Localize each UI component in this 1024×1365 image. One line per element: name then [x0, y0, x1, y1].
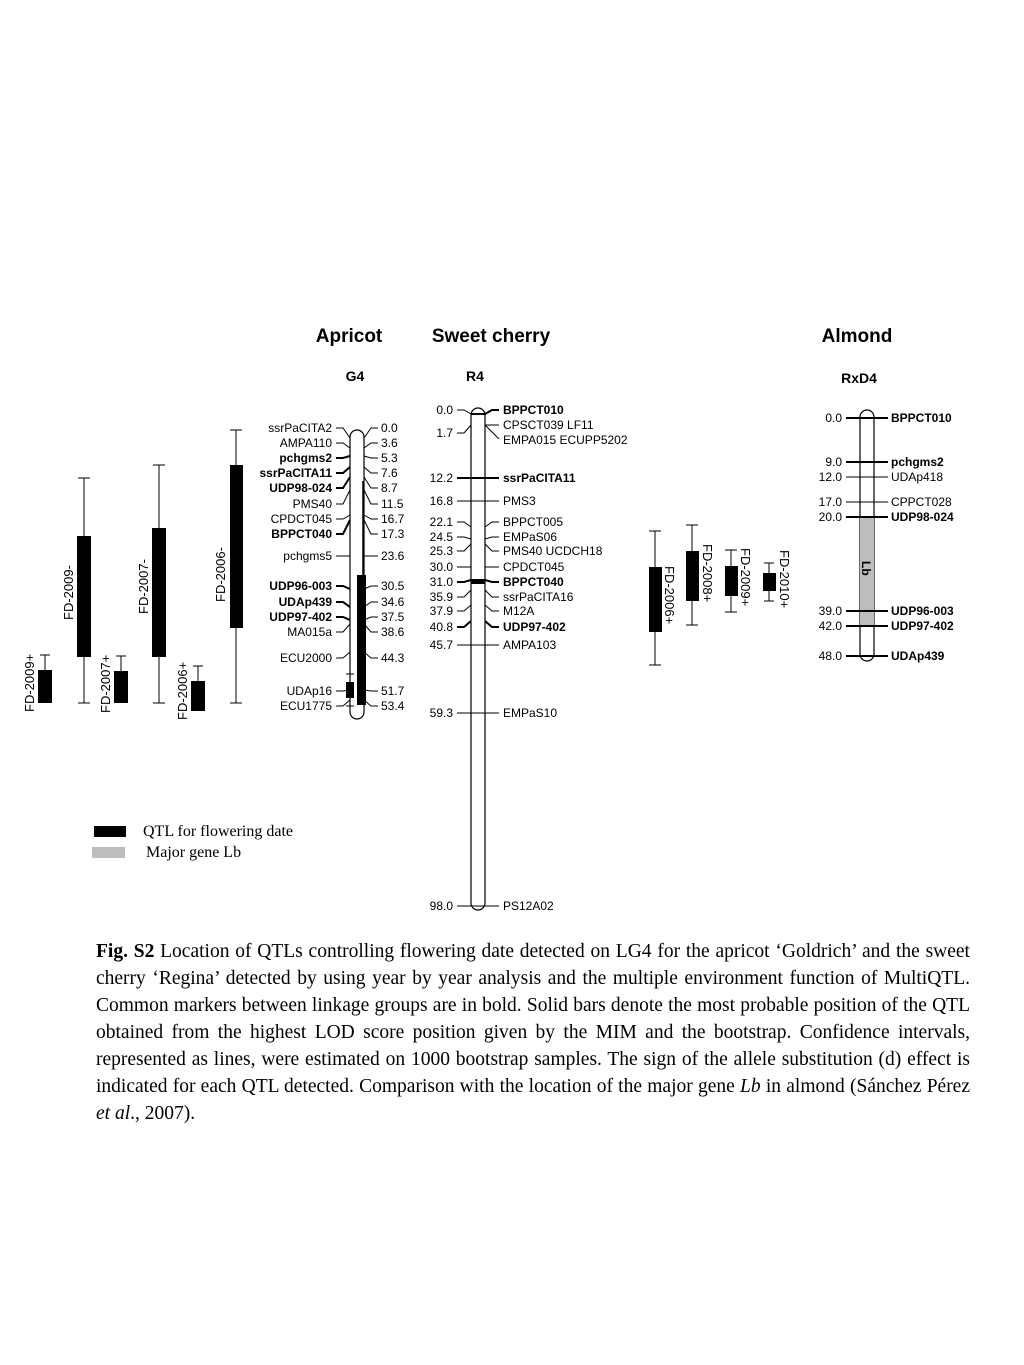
qtl-bar-fd2007-plus — [114, 671, 128, 703]
apricot-pos: 5.3 — [381, 451, 398, 465]
cherry-pos: 98.0 — [429, 899, 453, 913]
cherry-pos: 30.0 — [429, 560, 453, 574]
apricot-qtl-small-bar — [346, 682, 354, 698]
cherry-marker: UDP97-402 — [503, 620, 566, 634]
qtl-bar-cherry-fd2010-plus — [763, 573, 776, 591]
almond-pos: 20.0 — [818, 510, 842, 524]
apricot-marker: ssrPaCITA11 — [259, 466, 332, 480]
cherry-marker: BPPCT010 — [503, 403, 564, 417]
apricot-marker: PMS40 — [292, 497, 332, 511]
cherry-marker: M12A — [503, 604, 535, 618]
almond-pos: 0.0 — [825, 411, 842, 425]
apricot-marker: UDAp439 — [278, 595, 332, 609]
qtl-label: FD-2009+ — [738, 548, 753, 607]
legend — [92, 823, 293, 861]
apricot-pos: 11.5 — [381, 497, 404, 511]
qtl-bar-cherry-fd2009-plus — [725, 566, 738, 596]
cherry-marker: ssrPaCITA11 — [503, 471, 576, 485]
apricot-marker: MA015a — [287, 625, 332, 639]
apricot-pos: 30.5 — [381, 579, 405, 593]
cherry-pos: 59.3 — [429, 706, 453, 720]
cherry-pos: 22.1 — [429, 515, 453, 529]
apricot-marker: CPDCT045 — [270, 512, 332, 526]
qtl-bar-fd2009-minus — [77, 536, 91, 657]
legend-gene-swatch — [92, 847, 125, 858]
almond-pos: 42.0 — [818, 619, 842, 633]
almond-pos: 39.0 — [818, 604, 842, 618]
caption-fig-label: Fig. S2 — [96, 941, 155, 962]
cherry-linkage-group — [430, 403, 792, 913]
apricot-marker: ECU1775 — [279, 699, 332, 713]
qtl-bar-fd2006-plus — [191, 681, 205, 711]
apricot-pos: 7.6 — [381, 466, 398, 480]
almond-marker: UDAp439 — [891, 649, 945, 663]
apricot-marker: UDAp16 — [286, 684, 332, 698]
apricot-marker: pchgms5 — [283, 549, 332, 563]
almond-linkage-group — [819, 410, 954, 663]
almond-marker: UDAp418 — [891, 470, 944, 484]
apricot-linkage-group — [22, 421, 405, 720]
cherry-chromosome — [471, 408, 485, 910]
qtl-bar-cherry-fd2006-plus — [649, 567, 662, 632]
cherry-marker: CPSCT039 LF11 — [503, 418, 594, 432]
cherry-marker-labels — [503, 403, 628, 913]
almond-marker: UDP98-024 — [891, 510, 954, 524]
almond-marker: UDP96-003 — [891, 604, 954, 618]
cherry-marker: PMS3 — [503, 494, 536, 508]
cherry-pos: 40.8 — [429, 620, 453, 634]
legend-qtl-label: QTL for flowering date — [143, 823, 294, 840]
g4-label: G4 — [345, 368, 365, 384]
almond-pos: 12.0 — [818, 470, 842, 484]
qtl-bar-fd2009-plus — [38, 670, 52, 703]
caption-text-2: in almond (Sánchez Pérez — [760, 1076, 970, 1097]
apricot-pos: 37.5 — [381, 610, 405, 624]
cherry-pos: 16.8 — [429, 494, 453, 508]
legend-qtl-swatch — [94, 826, 126, 837]
apricot-pos: 0.0 — [381, 421, 398, 435]
apricot-pos: 17.3 — [381, 527, 405, 541]
almond-pos: 48.0 — [818, 649, 842, 663]
figure-caption — [96, 938, 970, 1127]
almond-positions — [819, 411, 843, 663]
almond-marker: UDP97-402 — [891, 619, 954, 633]
almond-pos: 17.0 — [818, 495, 842, 509]
qtl-label: FD-2010+ — [777, 550, 792, 609]
almond-marker: BPPCT010 — [891, 411, 952, 425]
cherry-pos: 25.3 — [429, 544, 453, 558]
cherry-marker: CPDCT045 — [503, 560, 565, 574]
apricot-pos: 44.3 — [381, 651, 405, 665]
almond-pos: 9.0 — [825, 455, 842, 469]
cherry-pos: 12.2 — [429, 471, 453, 485]
caption-etal: et al — [96, 1103, 131, 1124]
apricot-pos: 23.6 — [381, 549, 405, 563]
cherry-marker: EMPaS06 — [503, 530, 558, 544]
cherry-pos: 37.9 — [429, 604, 453, 618]
apricot-pos: 8.7 — [381, 481, 398, 495]
apricot-pos: 3.6 — [381, 436, 398, 450]
caption-text-3: ., 2007). — [130, 1103, 196, 1124]
apricot-pos: 51.7 — [381, 684, 405, 698]
qtl-bar-fd2006-minus — [230, 465, 243, 628]
qtl-label: FD-2007+ — [98, 654, 113, 713]
cherry-marker: PMS40 UCDCH18 — [503, 544, 603, 558]
qtl-bar-cherry-fd2008-plus — [686, 551, 699, 601]
cherry-pos: 0.0 — [436, 403, 453, 417]
cherry-marker: AMPA103 — [503, 638, 557, 652]
qtl-label: FD-2007- — [136, 559, 151, 614]
almond-marker: pchgms2 — [891, 455, 944, 469]
apricot-pos: 53.4 — [381, 699, 405, 713]
cherry-marker: EMPaS10 — [503, 706, 558, 720]
cherry-pos: 45.7 — [429, 638, 453, 652]
cherry-pos: 24.5 — [429, 530, 453, 544]
rxd4-label: RxD4 — [841, 370, 877, 386]
almond-marker: CPPCT028 — [891, 495, 952, 509]
cherry-pos: 1.7 — [436, 426, 453, 440]
almond-header: Almond — [821, 326, 893, 347]
apricot-pos: 34.6 — [381, 595, 405, 609]
qtl-label: FD-2006+ — [662, 566, 677, 625]
major-gene-label: Lb — [859, 561, 873, 576]
apricot-marker: UDP98-024 — [269, 481, 332, 495]
cherry-marker: BPPCT005 — [503, 515, 564, 529]
qtl-label: FD-2009+ — [22, 653, 37, 712]
cherry-marker: BPPCT040 — [503, 575, 564, 589]
apricot-pos: 38.6 — [381, 625, 405, 639]
caption-text: Location of QTLs controlling flowering date detected on LG4 for the apricot ‘Goldrich’ and the sweet cherry ‘Regina’ detected by using year by year analysis and the multiple environment function of MultiQTL. Common markers between linkage groups are in bold. Solid bars denote the most probable position of the QTL obtained from the highest LOD score position given by the MIM and the bootstrap. Confidence intervals, represented as lines, were estimated on 1000 bootstrap samples. The sign of the allele substitution (d) effect is indicated for each QTL detected. Comparison with the location of the major gene — [96, 941, 970, 1097]
apricot-marker: ssrPaCITA2 — [268, 421, 332, 435]
apricot-marker: UDP97-402 — [269, 610, 332, 624]
apricot-marker: ECU2000 — [279, 651, 332, 665]
apricot-marker-labels — [260, 421, 333, 713]
almond-marker-labels — [891, 411, 954, 663]
r4-label: R4 — [466, 368, 484, 384]
apricot-marker: AMPA110 — [279, 436, 332, 450]
cherry-pos: 35.9 — [429, 590, 453, 604]
apricot-pos: 16.7 — [381, 512, 405, 526]
cherry-pos: 31.0 — [429, 575, 453, 589]
apricot-header: Apricot — [315, 326, 383, 347]
qtl-label: FD-2006+ — [175, 661, 190, 720]
qtl-bar-fd2007-minus — [152, 528, 166, 657]
qtl-label: FD-2009- — [61, 565, 76, 620]
cherry-marker: PS12A02 — [503, 899, 554, 913]
cherry-marker: EMPA015 ECUPP5202 — [503, 433, 628, 447]
qtl-label: FD-2006- — [213, 547, 228, 602]
apricot-qtl-2006-marker-bar — [357, 575, 366, 705]
cherry-positions — [430, 403, 454, 913]
cherry-header: Sweet cherry — [431, 326, 551, 347]
apricot-marker: pchgms2 — [279, 451, 332, 465]
qtl-label: FD-2008+ — [700, 544, 715, 603]
apricot-positions — [381, 421, 405, 713]
legend-gene-label: Major gene Lb — [146, 844, 242, 861]
cherry-qtl-mark — [471, 579, 485, 584]
apricot-marker: BPPCT040 — [271, 527, 332, 541]
apricot-marker: UDP96-003 — [269, 579, 332, 593]
cherry-marker: ssrPaCITA16 — [503, 590, 574, 604]
caption-gene-italic: Lb — [740, 1076, 761, 1097]
